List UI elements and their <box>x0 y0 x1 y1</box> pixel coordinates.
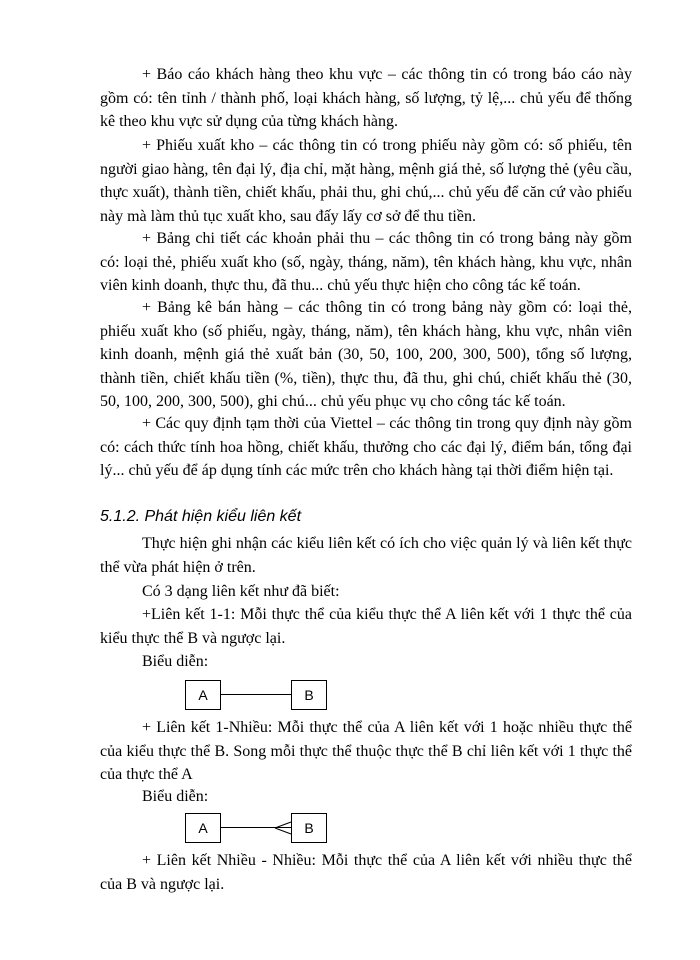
paragraph-link-one-many: + Liên kết 1-Nhiều: Mỗi thực thể của A liên kết với 1 hoặc nhiều thực thể của kiểu thực thể B. Song mỗi thực thể thuộc thực thể B chỉ liên kết với 1 thực thể của thực thể A <box>100 719 632 783</box>
represent-label-2: Biểu diễn: <box>142 788 209 805</box>
diagram-one-to-one <box>185 680 335 716</box>
paragraph-link-one-one: +Liên kết 1-1: Mỗi thực thể của kiểu thực thể A liên kết với 1 thực thể của kiểu thực thể B và ngược lại. <box>100 606 632 647</box>
paragraph-intro: Thực hiện ghi nhận các kiểu liên kết có ích cho việc quản lý và liên kết thực thể vừa phát hiện ở trên. <box>100 535 632 576</box>
paragraph-receivables: + Bảng chi tiết các khoản phải thu – các thông tin có trong bảng này gồm có: loại thẻ, phiếu xuất kho (số, ngày, tháng, năm), tên khách hàng, khu vực, nhân viên kinh doanh, thực thu, đã thu... chủ yếu thực hiện cho công tác kế toán. <box>100 230 632 294</box>
crows-foot-icon <box>275 819 291 837</box>
entity-box-b: B <box>291 680 327 710</box>
paragraph-sales-list: + Bảng kê bán hàng – các thông tin có trong bảng này gồm có: loại thẻ, phiếu xuất kho (số phiếu, ngày, tháng, năm), tên khách hàng, khu vực, nhân viên kinh doanh, mệnh giá thẻ xuất bản (30, 50, 100, 200, 300, 500), tổng số lượng, thành tiền, chiết khấu tiền (%, tiền), thực thu, đã thu, ghi chú, chiết khấu thẻ (30, 50, 100, 200, 300, 500), ghi chú... chủ yếu phục vụ cho công tác kế toán. <box>100 299 632 410</box>
paragraph-link-many-many: + Liên kết Nhiều - Nhiều: Mỗi thực thể của A liên kết với nhiều thực thể của B và ngược lại. <box>100 852 632 893</box>
paragraph-viettel-rules: + Các quy định tạm thời của Viettel – các thông tin trong quy định này gồm có: cách thức tính hoa hồng, chiết khấu, thưởng cho các đại lý, điểm bán, tổng đại lý... chủ yếu để áp dụng tính các mức trên cho khách hàng tại thời điểm hiện tại. <box>100 415 632 479</box>
paragraph-types-intro: Có 3 dạng liên kết như đã biết: <box>142 583 340 600</box>
entity-box-a: A <box>185 680 221 710</box>
paragraph-warehouse-slip: + Phiếu xuất kho – các thông tin có trong phiếu này gồm có: số phiếu, tên người giao hàng, tên đại lý, địa chỉ, mặt hàng, mệnh giá thẻ, số lượng thẻ (yêu cầu, thực xuất), thành tiền, chiết khấu, phải thu, ghi chú,... chủ yếu để căn cứ vào phiếu này mà làm thủ tục xuất kho, sau đấy lấy cơ sở để thu tiền. <box>100 137 632 225</box>
relationship-line <box>221 694 291 695</box>
represent-label-1: Biểu diễn: <box>142 653 209 670</box>
paragraph-customer-report: + Báo cáo khách hàng theo khu vực – các thông tin có trong báo cáo này gồm có: tên tỉnh / thành phố, loại khách hàng, số lượng, tỷ lệ,... chủ yếu để thống kê theo khu vực sử dụng của từng khách hàng. <box>100 66 632 130</box>
entity-box-a: A <box>185 813 221 843</box>
diagram-one-to-many <box>185 813 335 849</box>
section-heading: 5.1.2. Phát hiện kiểu liên kết <box>100 508 302 525</box>
entity-box-b: B <box>291 813 327 843</box>
